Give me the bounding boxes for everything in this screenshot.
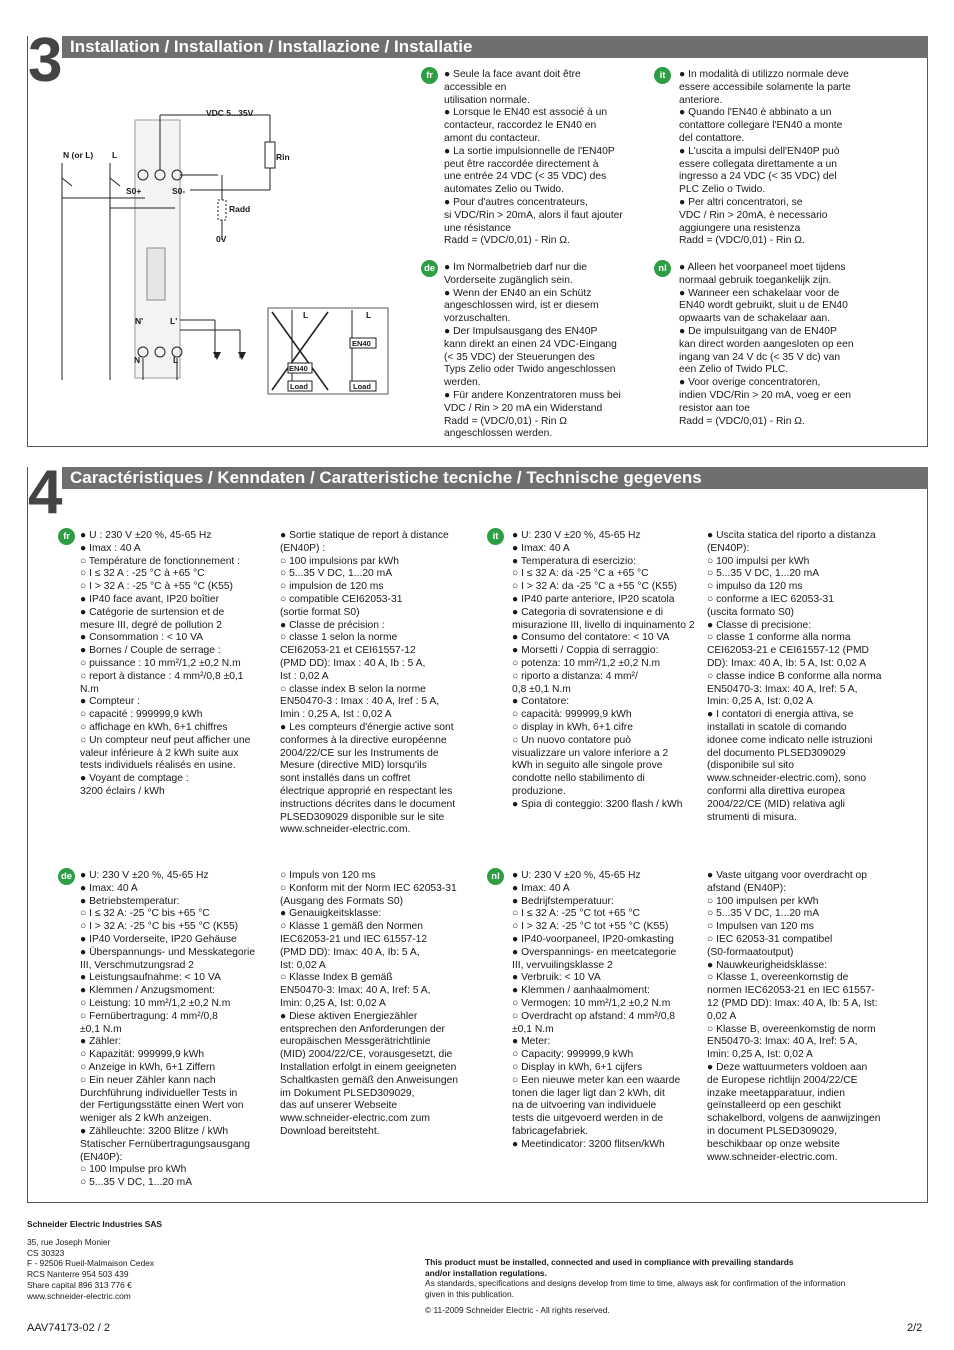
section-3-title: Installation / Installation / Installazione / Installatie	[62, 36, 928, 58]
line: kann direkt an einen 24 VDC-Eingang	[444, 338, 617, 350]
line: angeschlossen wird, ist er diesem	[444, 300, 599, 312]
label-n-prime: N'	[135, 316, 144, 326]
line: ● Der Impulsausgang des EN40P	[444, 325, 598, 337]
line: 12 (PMD DD): Imax: 40 A, Ib: 5 A, Ist:	[707, 997, 878, 1009]
line: 35, rue Joseph Monier	[27, 1237, 111, 1247]
line: 3200 éclairs / kWh	[80, 785, 165, 797]
line: électrique approprié en respectant les	[280, 785, 453, 797]
line: strumenti di misura.	[707, 811, 797, 823]
line: ● Deze wattuurmeters voldoen aan	[707, 1061, 868, 1073]
line: ○ Een nieuwe meter kan een waarde	[512, 1074, 681, 1086]
line: PLC Zelio o Twido.	[679, 184, 766, 196]
line: ● I contatori di energia attiva, se	[707, 709, 854, 721]
lang-badge-de: de	[421, 260, 438, 277]
section-4-number: 4	[28, 458, 63, 527]
line: ○ riporto a distanza: 4 mm²/	[512, 670, 638, 682]
company-address	[27, 1237, 327, 1301]
line: ● Pour d'autres concentrateurs,	[444, 196, 588, 208]
line: contacteur, raccordez le EN40 en	[444, 120, 597, 132]
line: ● Überspannungs- und Messkategorie	[80, 946, 256, 958]
line: www.schneider-electric.com), sono	[707, 773, 867, 785]
line: een Zelio of Twido PLC.	[679, 364, 789, 376]
line: ● L'uscita a impulsi dell'EN40P può	[679, 145, 840, 157]
line: idonee come indicato nelle istruzioni	[707, 734, 873, 746]
line: essere accessibile solamente la parte	[679, 81, 851, 93]
s4-fr-col2	[280, 530, 480, 837]
line: ○ IEC 62053-31 compatibel	[707, 933, 833, 945]
line: ● Klemmen / Anzugsmoment:	[80, 985, 215, 997]
line: (Ausgang des Formats S0)	[280, 895, 404, 907]
line: ingresso a 24 VDC (< 35 VDC) del	[679, 171, 837, 183]
s4-fr-col1	[80, 530, 275, 799]
line: ○ 100 impulsions par kWh	[280, 555, 399, 567]
line: ● Wenn der EN40 an ein Schütz	[444, 287, 592, 299]
line: peut être raccordée directement à	[444, 158, 599, 170]
line: ○ 5...35 V DC, 1...20 mA	[80, 1177, 193, 1189]
line: (< 35 VDC) der Steuerungen des	[444, 351, 595, 363]
line: EN50470-3: Imax: 40 A, Iref: 5 A,	[280, 985, 431, 997]
line: CS 30323	[27, 1247, 65, 1258]
s3-fr-text	[444, 69, 644, 248]
line: ● De impulsuitgang van de EN40P	[679, 325, 837, 337]
line: 0,8 ±0,1 N.m	[512, 683, 571, 695]
line: automates Zelio ou Twido.	[444, 184, 565, 196]
line: given in this publication.	[425, 1289, 514, 1300]
line: kWh in seguito alle singole prove	[512, 760, 663, 772]
label-s0plus: S0+	[126, 186, 142, 196]
line: Radd = (VDC/0,01) - Rin Ω.	[679, 235, 805, 247]
line: ○ I > 32 A: da -25 °C a +55 °C (K55)	[512, 581, 677, 593]
line: werden.	[444, 377, 481, 389]
line: ○ Klasse 1 gemäß den Normen	[280, 921, 424, 933]
lang-badge-nl: nl	[654, 260, 671, 277]
line: ● U: 230 V ±20 %, 45-65 Hz	[512, 530, 641, 541]
line: ○ impulso da 120 ms	[707, 581, 803, 593]
line: ● In modalità di utilizzo normale deve	[679, 69, 849, 80]
s4-nl-col2	[707, 870, 912, 1164]
line: ○ Ein neuer Zähler kann nach	[80, 1074, 216, 1086]
line: ○ 5...35 V DC, 1...20 mA	[280, 568, 393, 580]
label-l-left: L	[303, 310, 309, 320]
line: ○ classe 1 selon la norme	[280, 632, 398, 644]
line: ○ I ≤ 32 A : -25 °C à +65 °C	[80, 568, 205, 580]
label-0v: 0V	[216, 234, 227, 244]
label-en40-right: EN40	[352, 339, 371, 348]
line: resistor aan toe	[679, 402, 750, 414]
line: ○ display in kWh, 6+1 cifre	[512, 721, 633, 733]
line: Vorderseite zugänglich sein.	[444, 274, 573, 286]
s4-de-col1	[80, 870, 278, 1190]
line: ● U: 230 V ±20 %, 45-65 Hz	[80, 870, 209, 881]
label-l: L	[112, 150, 118, 160]
line: ingang van 24 V dc (< 35 V dc) van	[679, 351, 841, 363]
line: ○ Capacity: 999999,9 kWh	[512, 1049, 634, 1061]
line: ● IP40 Vorderseite, IP20 Gehäuse	[80, 933, 237, 945]
lang-badge-nl-specs: nl	[487, 868, 504, 885]
line: ○ I ≤ 32 A: da -25 °C a +65 °C	[512, 568, 649, 580]
page-number: 2/2	[907, 1322, 923, 1334]
line: Share capital 896 313 776 €	[27, 1279, 132, 1290]
line: ○ Klasse B, overeenkomstig de norm	[707, 1023, 876, 1035]
label-s0minus: S0-	[172, 186, 186, 196]
line: ● Spia di conteggio: 3200 flash / kWh	[512, 798, 683, 810]
line: entsprechen den Anforderungen der	[280, 1023, 445, 1035]
line: and/or installation regulations.	[425, 1267, 547, 1278]
line: Radd = (VDC/0,01) - Rin Ω.	[679, 415, 805, 427]
lang-badge-fr-specs: fr	[58, 528, 75, 545]
line: ● Bornes / Couple de serrage :	[80, 645, 221, 657]
line: ○ Leistung: 10 mm²/1,2 ±0,2 N.m	[80, 997, 231, 1009]
lang-badge-de-specs: de	[58, 868, 75, 885]
line: III, vervuilingsklasse 2	[512, 959, 613, 971]
line: ● Im Normalbetrieb darf nur die	[444, 262, 587, 273]
line: das auf unserer Webseite	[280, 1100, 398, 1112]
line: EN50470-3: Imax: 40 A, Iref: 5 A,	[707, 1036, 858, 1048]
line: ○ impulsion de 120 ms	[280, 581, 384, 593]
line: une résistance	[444, 222, 511, 234]
line: ● IP40 face avant, IP20 boîtier	[80, 593, 220, 605]
line: geïnstalleerd op een geschikt	[707, 1100, 841, 1112]
line: ● Wanneer een schakelaar voor de	[679, 287, 840, 299]
line: www.schneider-electric.com.	[707, 1151, 838, 1163]
line: ● Lorsque le EN40 est associé à un	[444, 107, 608, 119]
line: ○ affichage en kWh, 6+1 chiffres	[80, 721, 228, 733]
s3-it-text	[679, 69, 909, 248]
line: VDC / Rin > 20mA, è necessario	[679, 209, 828, 221]
line: opwaarts van de schakelaar aan.	[679, 313, 831, 325]
line: ○ 100 Impulse pro kWh	[80, 1164, 187, 1176]
s3-nl-text	[679, 262, 909, 428]
line: une entrée 24 VDC (< 35 VDC) des	[444, 171, 607, 183]
line: schakelbord, volgens de aanwijzingen	[707, 1113, 881, 1125]
label-n: N	[134, 355, 141, 365]
line: ○ Impuls von 120 ms	[280, 870, 376, 881]
line: inzake meetapparatuur, indien	[707, 1087, 845, 1099]
line: ○ Température de fonctionnement :	[80, 555, 241, 567]
line: ● Voyant de comptage :	[80, 773, 189, 785]
line: This product must be installed, connected and used in compliance with prevailing standards	[425, 1257, 794, 1267]
line: (EN40P):	[80, 1151, 123, 1163]
label-load-right: Load	[353, 382, 371, 391]
line: ○ capacità: 999999,9 kWh	[512, 709, 632, 721]
line: del contattore.	[679, 132, 745, 144]
line: ● Für andere Konzentratoren muss bei	[444, 389, 621, 401]
doc-reference: AAV74173-02 / 2	[27, 1322, 110, 1334]
line: misurazione III, livello di inquinamento 2	[512, 619, 695, 631]
line: ● Quando l'EN40 è abbinato a un	[679, 107, 832, 119]
label-l-right: L	[366, 310, 372, 320]
line: ● Overspannings- en meetcategorie	[512, 946, 677, 958]
line: ○ conforme a IEC 62053-31	[707, 593, 834, 605]
line: Radd = (VDC/0,01) - Rin Ω.	[444, 235, 570, 247]
line: ● U : 230 V ±20 %, 45-65 Hz	[80, 530, 212, 541]
line: CEI62053-21 et CEI61557-12	[280, 645, 416, 657]
line: ● Vaste uitgang voor overdracht op	[707, 870, 868, 881]
line: si VDC/Rin > 20mA, alors il faut ajouter	[444, 209, 623, 221]
label-vdc: VDC 5...35V	[206, 108, 254, 118]
line: (uscita formato S0)	[707, 606, 794, 618]
line: ○ Vermogen: 10 mm²/1,2 ±0,2 N.m	[512, 997, 671, 1009]
line: ● Compteur :	[80, 696, 141, 708]
line: (disponibile sul sito	[707, 760, 794, 772]
line: ○ Overdracht op afstand: 4 mm²/0,8	[512, 1010, 676, 1022]
line: beschikbaar op onze website	[707, 1138, 840, 1150]
line: ● Leistungsaufnahme: < 10 VA	[80, 972, 221, 984]
line: Imin: 0,25 A, Ist: 0,02 A	[707, 1049, 813, 1061]
line: na de uitvoering van individuele	[512, 1100, 657, 1112]
line: ○ I > 32 A: -25 °C bis +55 °C (K55)	[80, 921, 239, 933]
line: afstand (EN40P):	[707, 882, 786, 894]
line: tests individuels réalisés en usine.	[80, 760, 236, 772]
line: ● Meter:	[512, 1036, 551, 1048]
line: ● Sortie statique de report à distance	[280, 530, 449, 541]
line: conformes à la directive européenne	[280, 734, 447, 746]
line: ○ Un compteur neuf peut afficher une	[80, 734, 251, 746]
line: ○ Un nuovo contatore può	[512, 734, 631, 746]
line: (PMD DD): Imax: 40 A, Ib: 5 A,	[280, 946, 420, 958]
s3-de-text	[444, 262, 649, 441]
line: ● IP40-voorpaneel, IP20-omkasting	[512, 933, 674, 945]
line: ○ 5...35 V DC, 1...20 mA	[707, 908, 820, 920]
line: Schaltkasten gemäß den Anweisungen	[280, 1074, 459, 1086]
line: VDC / Rin > 20 mA ein Widerstand	[444, 402, 603, 414]
line: (PMD DD): Imax : 40 A, Ib : 5 A,	[280, 657, 426, 669]
line: amont du contacteur.	[444, 132, 541, 144]
s4-it-col1	[512, 530, 707, 812]
line: ● Seule la face avant doit être	[444, 69, 581, 80]
line: RCS Nanterre 954 503 439	[27, 1269, 129, 1280]
line: ● Zählleuchte: 3200 Blitze / kWh	[80, 1125, 229, 1137]
line: ● Les compteurs d'énergie active sont	[280, 721, 454, 733]
line: ● Classe de précision :	[280, 619, 385, 631]
line: (EN40P) :	[280, 542, 326, 554]
line: ● Nauwkeurigheidsklasse:	[707, 959, 828, 971]
line: sont installés dans un coffret	[280, 773, 411, 785]
line: 0,02 A	[707, 1010, 737, 1022]
line: ● Alleen het voorpaneel moet tijdens	[679, 262, 846, 273]
line: ● Classe di precisione:	[707, 619, 812, 631]
line: ● Diese aktiven Energiezähler	[280, 1010, 418, 1022]
label-load-left: Load	[290, 382, 308, 391]
line: CEI62053-21 e CEI61557-12 (PMD	[707, 645, 869, 657]
label-l2: L	[173, 355, 179, 365]
s4-de-col2	[280, 870, 480, 1139]
line: ● Zähler:	[80, 1036, 122, 1048]
line: ● Voor overige concentratoren,	[679, 377, 821, 389]
line: ● Imax : 40 A	[80, 542, 141, 554]
line: del documento PLSED309029	[707, 747, 846, 759]
line: ○ I > 32 A : -25 °C à +55 °C (K55)	[80, 581, 233, 593]
line: Imin: 0,25 A, Ist: 0,02 A	[280, 997, 386, 1009]
line: ○ compatible CEI62053-31	[280, 593, 403, 605]
line: instructions décrites dans le document	[280, 798, 456, 810]
line: ● Bedrijfstemperatuur:	[512, 895, 614, 907]
s4-nl-col1	[512, 870, 707, 1152]
line: ● Genauigkeitsklasse:	[280, 908, 382, 920]
line: ○ 5...35 V DC, 1...20 mA	[707, 568, 820, 580]
line: normen IEC62053-21 en IEC 61557-	[707, 985, 875, 997]
line: produzione.	[512, 785, 566, 797]
line: Ist : 0,02 A	[280, 670, 329, 682]
line: ○ I ≤ 32 A: -25 °C tot +65 °C	[512, 908, 640, 920]
line: vorzuschalten.	[444, 313, 511, 325]
line: accessible en	[444, 81, 507, 93]
line: EN50470-3 : Imax : 40 A, Iref : 5 A,	[280, 696, 440, 708]
line: conformi alla direttiva europea	[707, 785, 845, 797]
line: ● Betriebstemperatur:	[80, 895, 180, 907]
line: ○ Anzeige in kWh, 6+1 Ziffern	[80, 1061, 216, 1073]
line: F - 92506 Rueil-Malmaison Cedex	[27, 1258, 155, 1269]
label-radd: Radd	[229, 204, 251, 214]
line: Radd = (VDC/0,01) - Rin Ω	[444, 415, 568, 427]
line: utilisation normale.	[444, 94, 530, 106]
line: Typs Zelio oder Twido angeschlossen	[444, 364, 616, 376]
lang-badge-it-specs: it	[487, 528, 504, 545]
line: ● Consumo del contatore: < 10 VA	[512, 632, 670, 644]
line: ○ report à distance : 4 mm²/0,8 ±0,1	[80, 670, 244, 682]
line: fabricagefabriek.	[512, 1125, 589, 1137]
line: ○ Konform mit der Norm IEC 62053-31	[280, 882, 457, 894]
line: ○ 100 impulsen per kWh	[707, 895, 819, 907]
line: N.m	[80, 683, 99, 695]
line: ● La sortie impulsionnelle de l'EN40P	[444, 145, 615, 157]
line: EN40 wordt gebruikt, sluit u de EN40	[679, 300, 848, 312]
line: IEC62053-21 und IEC 61557-12	[280, 933, 428, 945]
line: mesure III, degré de pollution 2	[80, 619, 222, 631]
line: kan direct worden aangesloten op een	[679, 338, 854, 350]
line: ○ Fernübertragung: 4 mm²/0,8	[80, 1010, 218, 1022]
section-4-title: Caractéristiques / Kenndaten / Caratteristiche tecniche / Technische gegevens	[62, 467, 928, 489]
line: ● Consommation : < 10 VA	[80, 632, 204, 644]
lang-badge-it: it	[654, 67, 671, 84]
line: ● Klemmen / aanhaalmoment:	[512, 985, 650, 997]
line: www.schneider-electric.com	[27, 1290, 131, 1301]
line: Statischer Fernübertragungsausgang	[80, 1138, 251, 1150]
line: ±0,1 N.m	[512, 1023, 554, 1035]
line: ● U: 230 V ±20 %, 45-65 Hz	[512, 870, 641, 881]
line: ● IP40 parte anteriore, IP20 scatola	[512, 593, 675, 605]
line: ● Uscita statica del riporto a distanza	[707, 530, 876, 541]
line: in document PLSED309029,	[707, 1125, 837, 1137]
line: indien VDC/Rin > 20 mA, voeg er een	[679, 389, 851, 401]
line: essere collegata direttamente a un	[679, 158, 837, 170]
line: tests die uitgevoerd werden in de	[512, 1113, 664, 1125]
line: ● Categoria di sovratensione e di	[512, 606, 664, 618]
line: DD): Imax: 40 A, Ib: 5 A, Ist: 0,02 A	[707, 657, 867, 669]
compliance-notice	[425, 1257, 915, 1316]
line: ○ capacité : 999999,9 kWh	[80, 709, 203, 721]
line: europäischen Messgerätrichtlinie	[280, 1036, 431, 1048]
line: de Europese richtlijn 2004/22/CE	[707, 1074, 858, 1086]
line: tonen die lager ligt dan 2 kWh, dit	[512, 1087, 665, 1099]
line: visualizzare un valore inferiore a 2	[512, 747, 669, 759]
line: 2004/22/CE sur les Instruments de	[280, 747, 439, 759]
line: ● Catégorie de surtension et de	[80, 606, 225, 618]
line: Ist: 0,02 A	[280, 959, 326, 971]
line: ○ classe indice B conforme alla norma	[707, 670, 882, 682]
line: ○ classe 1 conforme alla norma	[707, 632, 851, 644]
line: Imin : 0,25 A, Ist : 0,02 A	[280, 709, 392, 721]
s4-it-col2	[707, 530, 912, 824]
line: normaal gebruik toegankelijk zijn.	[679, 274, 832, 286]
line: EN50470-3: Imax: 40 A, Iref: 5 A,	[707, 683, 858, 695]
line: (sortie format S0)	[280, 606, 360, 618]
line: der Fertigungsstätte einen Wert von	[80, 1100, 244, 1112]
line: ○ I > 32 A: -25 °C tot +55 °C (K55)	[512, 921, 669, 933]
line: ● Verbruik: < 10 VA	[512, 972, 601, 984]
section-3-number: 3	[28, 26, 63, 95]
line: Download bereitsteht.	[280, 1125, 380, 1137]
line: ● Imax: 40 A	[512, 882, 570, 894]
label-en40-left: EN40	[289, 364, 308, 373]
line: valeur inférieure à 2 kWh suite aux	[80, 747, 239, 759]
line: anteriore.	[679, 94, 723, 106]
line: 2004/22/CE (MID) relativa agli	[707, 798, 845, 810]
line: weniger als 2 kWh anzeigen.	[80, 1113, 212, 1125]
line: ● Temperatura di esercizio:	[512, 555, 636, 567]
line: aggiungere una resistenza	[679, 222, 801, 234]
line: www.schneider-electric.com.	[280, 824, 411, 836]
line: ● Per altri concentratori, se	[679, 196, 803, 208]
line: im Dokument PLSED309029,	[280, 1087, 415, 1099]
line: installati in scatole di comando	[707, 721, 847, 733]
line: ○ Klasse Index B gemäß	[280, 972, 393, 984]
line: ○ Klasse 1, overeenkomstig de	[707, 972, 849, 984]
copyright: © 11-2009 Schneider Electric - All rights reserved.	[425, 1304, 610, 1315]
line: condotte nello stabilimento di	[512, 773, 645, 785]
line: ○ potenza: 10 mm²/1,2 ±0,2 N.m	[512, 657, 661, 669]
line: ○ Display in kWh, 6+1 cijfers	[512, 1061, 643, 1073]
company-name: Schneider Electric Industries SAS	[27, 1219, 162, 1229]
line: www.schneider-electric.com zum	[280, 1113, 430, 1125]
line: ● Contatore:	[512, 696, 570, 708]
line: ○ classe index B selon la norme	[280, 683, 426, 695]
line: As standards, specifications and designs develop from time to time, always ask for confirmation of the information	[425, 1278, 846, 1289]
line: ○ puissance : 10 mm²/1,2 ±0,2 N.m	[80, 657, 241, 669]
line: ±0,1 N.m	[80, 1023, 122, 1035]
line: angeschlossen werden.	[444, 428, 553, 440]
line: PLSED309029 disponible sur le site	[280, 811, 445, 823]
line: ○ I ≤ 32 A: -25 °C bis +65 °C	[80, 908, 210, 920]
line: ○ Impulsen van 120 ms	[707, 921, 814, 933]
label-l-prime: L'	[170, 316, 178, 326]
line: Mesure (directive MID) lorsqu'ils	[280, 760, 427, 772]
line: ● Meetindicator: 3200 flitsen/kWh	[512, 1138, 665, 1150]
line: ○ Kapazität: 999999,9 kWh	[80, 1049, 205, 1061]
line: ● Morsetti / Coppia di serraggio:	[512, 645, 659, 657]
label-rin: Rin	[276, 152, 290, 162]
line: ● Imax: 40 A	[512, 542, 570, 554]
line: Installation erfolgt in einem geeigneten	[280, 1061, 457, 1073]
line: III, Verschmutzungsrad 2	[80, 959, 194, 971]
line: Imin: 0,25 A, Ist: 0,02 A	[707, 696, 813, 708]
line: ● Imax: 40 A	[80, 882, 138, 894]
line: Durchführung individueller Tests in	[80, 1087, 238, 1099]
label-n-or-l: N (or L)	[63, 150, 94, 160]
line: (EN40P):	[707, 542, 750, 554]
line: contattore collegare l'EN40 a monte	[679, 120, 843, 132]
line: (MID) 2004/22/CE, vorausgesetzt, die	[280, 1049, 453, 1061]
wiring-diagram	[50, 100, 400, 405]
line: ○ 100 impulsi per kWh	[707, 555, 810, 567]
line: (S0-formaatoutput)	[707, 946, 794, 958]
lang-badge-fr: fr	[421, 67, 438, 84]
